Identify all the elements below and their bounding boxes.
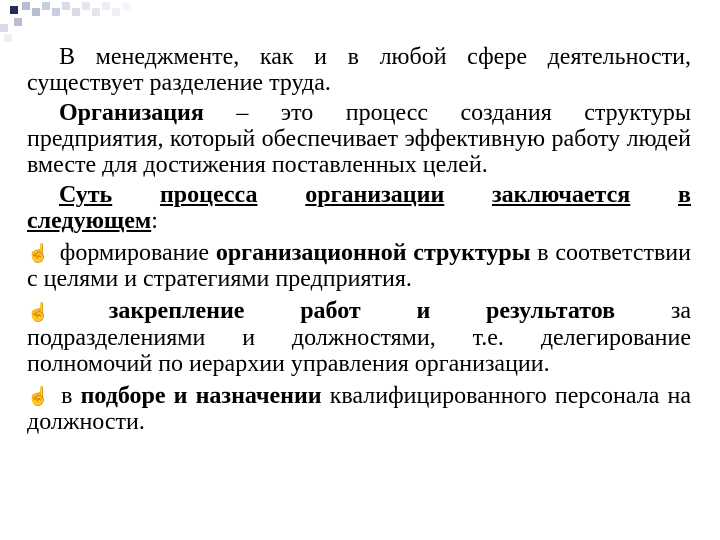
- heading-colon: :: [151, 208, 158, 234]
- b1-post: в соответствии с целями и стратегиями предприятия.: [27, 240, 691, 292]
- b2-word: закрепление: [108, 298, 245, 324]
- heading-word: процесса: [159, 182, 258, 208]
- b2-za: за: [670, 298, 691, 324]
- heading-word: в: [678, 182, 691, 208]
- slide-body: [27, 44, 691, 435]
- b3-post: квалифицированного персонала на должности.: [27, 383, 691, 435]
- bullet-work-assignment: [27, 298, 691, 377]
- b1-pre: формирование: [53, 240, 216, 266]
- heading-word: организации: [305, 182, 445, 208]
- corner-decoration: [0, 0, 150, 44]
- paragraph-division-of-labor: [27, 44, 691, 96]
- heading-continuation: следующем: [27, 208, 152, 234]
- term-organization: Организация: [59, 100, 204, 126]
- heading-word: Суть: [59, 182, 113, 208]
- p1-text: В менеджменте, как и в любой сфере деятельности, существует разделение труда.: [27, 44, 691, 96]
- paragraph-organization-definition: [27, 100, 691, 178]
- essence-heading: [27, 182, 691, 234]
- bullet-structure-formation: [27, 240, 691, 292]
- heading-word: заключается: [492, 182, 631, 208]
- pointing-hand-icon: ☝: [27, 302, 50, 322]
- b2-rest: подразделениями и должностями, т.е. делегирование полномочий по иерархии управления организации.: [27, 325, 691, 377]
- b2-word: и: [416, 298, 431, 324]
- b3-pre: в: [53, 383, 81, 409]
- b2-word: результатов: [486, 298, 616, 324]
- b2-word: работ: [300, 298, 361, 324]
- pointing-hand-icon: ☝: [27, 386, 50, 406]
- b1-bold: организационной структуры: [215, 240, 531, 266]
- pointing-hand-icon: ☝: [27, 243, 50, 263]
- p2-text: – это процесс создания структуры предприятия, который обеспечивает эффективную работу людей вместе для достижения поставленных целей.: [27, 100, 691, 178]
- bullet-staff-selection: [27, 383, 691, 435]
- b3-bold: подборе и назначении: [80, 383, 322, 409]
